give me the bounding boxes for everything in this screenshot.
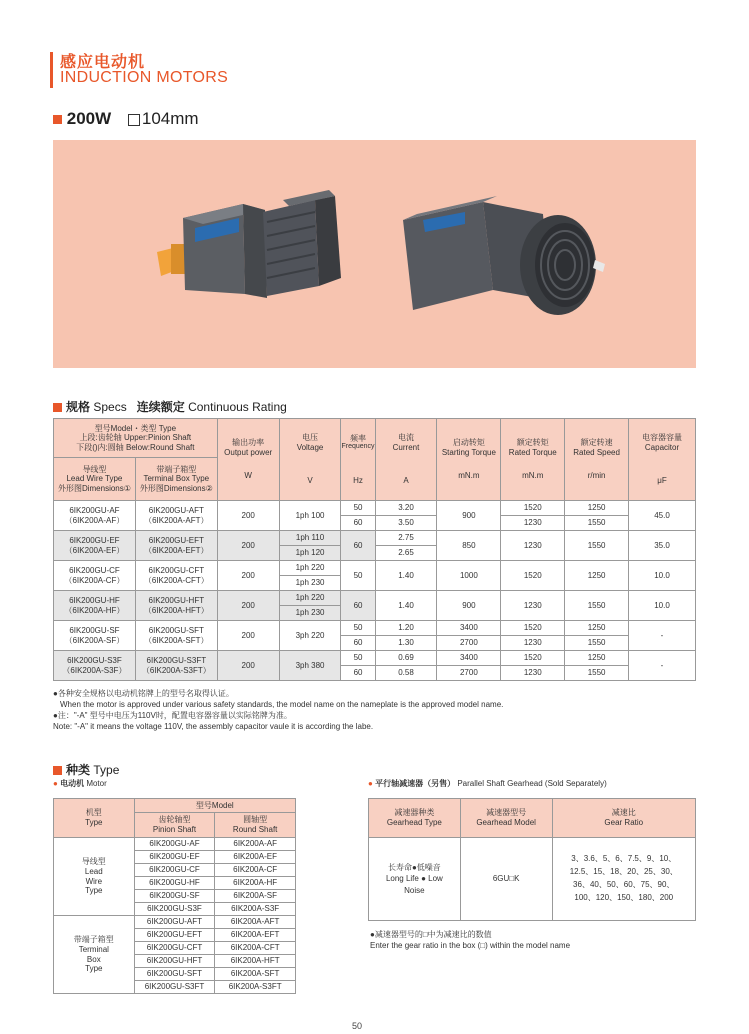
starting-torque-cell: 3400 (437, 651, 501, 666)
pinion-shaft-model: 6IK200GU-HF (134, 877, 215, 890)
note-1-cn: ●各种安全规格以电动机铭牌上的型号名取得认证。 (53, 689, 234, 698)
round-shaft-model: 6IK200A-SFT (215, 968, 296, 981)
rated-speed-cell: 1550 (565, 591, 629, 621)
capacitor-cell: - (629, 651, 696, 681)
model-col-header: 型号Model (134, 799, 295, 813)
specs-title-cn: 规格 (66, 400, 91, 414)
output-cell: 200 (217, 621, 279, 651)
page-number: 50 (352, 1021, 363, 1031)
rated-torque-cell: 1520 (501, 501, 565, 516)
gearhead-type-header: 减速器种类 Gearhead Type (369, 799, 461, 838)
motor-illustration (53, 140, 696, 368)
motor-subheading: ● 电动机 Motor (53, 779, 107, 788)
col-starting-torque-header: 启动转矩 Starting Torque mN.m (437, 419, 501, 501)
pinion-shaft-model: 6IK200GU-AFT (134, 916, 215, 929)
round-shaft-model: 6IK200A-SF (215, 890, 296, 903)
page-title-cn: 感应电动机 (60, 54, 146, 71)
terminal-box-header: 带端子箱型 Terminal Box Type 外形图Dimensions② (135, 458, 217, 501)
round-shaft-model: 6IK200A-S3FT (215, 981, 296, 994)
pinion-shaft-model: 6IK200GU-EF (134, 851, 215, 864)
col-voltage-header: 电压 Voltage V (279, 419, 341, 501)
current-cell: 0.58 (375, 666, 437, 681)
model-header-cell: 型号Model・类型 Type 上段:齿轮轴 Upper:Pinion Shaft 下段()内:圆轴 Below:Round Shaft (54, 419, 218, 458)
gearhead-subheading: ● 平行轴减速器（另售） Parallel Shaft Gearhead (Sold Separately) (368, 779, 607, 788)
lead-wire-type-label: 导线型 Lead Wire Type (54, 838, 135, 916)
starting-torque-cell: 850 (437, 531, 501, 561)
output-cell: 200 (217, 561, 279, 591)
pinion-shaft-model: 6IK200GU-S3FT (134, 981, 215, 994)
pinion-shaft-model: 6IK200GU-SF (134, 890, 215, 903)
starting-torque-cell: 900 (437, 501, 501, 531)
current-cell: 1.40 (375, 591, 437, 621)
lead-model-cell: 6IK200GU-EF （6IK200A-EF） (54, 531, 136, 561)
pinion-shaft-model: 6IK200GU-AF (134, 838, 215, 851)
spec-row (54, 501, 696, 516)
rated-speed-cell: 1550 (565, 516, 629, 531)
gear-ratio-cell: 3、3.6、5、6、7.5、9、10、 12.5、15、18、20、25、30、 36、40、50、60、75、90、 100、120、150、180、200 (552, 838, 696, 921)
frequency-cell: 50 (341, 621, 375, 636)
frequency-cell: 60 (341, 666, 375, 681)
gearhead-model-cell: 6GU□K (460, 838, 552, 921)
voltage-cell: 3ph 380 (279, 651, 341, 681)
right-motor-image (403, 196, 605, 315)
round-shaft-model: 6IK200A-HF (215, 877, 296, 890)
terminal-box-type-label: 带端子箱型 Terminal Box Type (54, 916, 135, 994)
frequency-cell: 60 (341, 636, 375, 651)
spec-row (54, 591, 696, 606)
specs-heading (53, 398, 287, 415)
rated-torque-cell: 1230 (501, 591, 565, 621)
round-shaft-model: 6IK200A-S3F (215, 903, 296, 916)
col-output-header: 输出功率 Output power W (217, 419, 279, 501)
terminal-model-cell: 6IK200GU-HFT （6IK200A-HFT） (135, 591, 217, 621)
specs-title-en: Specs (93, 400, 127, 414)
gear-note-en: Enter the gear ratio in the box (□) within the model name (370, 941, 571, 950)
gear-note-cn: ●减速器型号的□中为减速比的数值 (370, 930, 492, 939)
current-cell: 1.20 (375, 621, 437, 636)
frequency-cell: 60 (341, 591, 375, 621)
voltage-cell: 3ph 220 (279, 621, 341, 651)
output-cell: 200 (217, 591, 279, 621)
current-cell: 3.20 (375, 501, 437, 516)
starting-torque-cell: 3400 (437, 621, 501, 636)
capacitor-cell: 35.0 (629, 531, 696, 561)
voltage-cell: 1ph 220 (279, 591, 341, 606)
terminal-model-cell: 6IK200GU-AFT （6IK200A-AFT） (135, 501, 217, 531)
bullet-icon: ● (53, 779, 58, 788)
rated-torque-cell: 1230 (501, 636, 565, 651)
frequency-cell: 50 (341, 561, 375, 591)
capacitor-cell: 10.0 (629, 591, 696, 621)
voltage-cell: 1ph 220 (279, 561, 341, 576)
rated-torque-cell: 1230 (501, 531, 565, 561)
frame-square-icon (128, 114, 140, 126)
round-shaft-model: 6IK200A-CF (215, 864, 296, 877)
col-current-header: 电流 Current A (375, 419, 437, 501)
bullet-icon: ● (368, 779, 373, 788)
capacitor-cell: - (629, 621, 696, 651)
pinion-shaft-model: 6IK200GU-S3F (134, 903, 215, 916)
spec-row (54, 651, 696, 666)
rated-torque-cell: 1230 (501, 666, 565, 681)
left-motor-image (157, 190, 341, 298)
terminal-model-cell: 6IK200GU-EFT （6IK200A-EFT） (135, 531, 217, 561)
spec-row (54, 621, 696, 636)
output-cell: 200 (217, 651, 279, 681)
frequency-cell: 50 (341, 651, 375, 666)
terminal-model-cell: 6IK200GU-CFT （6IK200A-CFT） (135, 561, 217, 591)
round-shaft-model: 6IK200A-AFT (215, 916, 296, 929)
rated-torque-cell: 1520 (501, 621, 565, 636)
round-shaft-model: 6IK200A-CFT (215, 942, 296, 955)
frequency-cell: 60 (341, 516, 375, 531)
rated-speed-cell: 1550 (565, 666, 629, 681)
current-cell: 2.65 (375, 546, 437, 561)
gear-notes (370, 929, 570, 951)
type-heading (53, 761, 119, 778)
gearhead-type-cell: 长寿命●低噪音 Long Life ● Low Noise (369, 838, 461, 921)
rated-speed-cell: 1550 (565, 636, 629, 651)
starting-torque-cell: 2700 (437, 666, 501, 681)
lead-wire-header: 导线型 Lead Wire Type 外形图Dimensions① (54, 458, 136, 501)
starting-torque-cell: 2700 (437, 636, 501, 651)
rated-torque-cell: 1230 (501, 516, 565, 531)
voltage-cell: 1ph 100 (279, 501, 341, 531)
starting-torque-cell: 1000 (437, 561, 501, 591)
lead-model-cell: 6IK200GU-AF （6IK200A-AF） (54, 501, 136, 531)
square-bullet-icon (53, 115, 62, 124)
note-1-en: When the motor is approved under various safety standards, the model name on the nameplate is the approved model name. (60, 700, 504, 709)
rating-title-cn: 连续额定 (136, 400, 185, 414)
lead-model-cell: 6IK200GU-S3F （6IK200A-S3F） (54, 651, 136, 681)
type-col-header: 机型 Type (54, 799, 135, 838)
lead-model-cell: 6IK200GU-SF （6IK200A-SF） (54, 621, 136, 651)
gear-ratio-header: 减速比 Gear Ratio (552, 799, 696, 838)
output-cell: 200 (217, 531, 279, 561)
voltage-cell: 1ph 110 (279, 531, 341, 546)
power-rating: 200W (66, 109, 112, 128)
col-rated-torque-header: 额定转矩 Rated Torque mN.m (501, 419, 565, 501)
current-cell: 1.30 (375, 636, 437, 651)
rated-speed-cell: 1550 (565, 531, 629, 561)
rated-speed-cell: 1250 (565, 651, 629, 666)
rating-title-en: Continuous Rating (188, 400, 287, 414)
square-bullet-icon (53, 766, 62, 775)
motor-type-table (53, 798, 296, 994)
frame-size: 104mm (141, 109, 199, 128)
output-cell: 200 (217, 501, 279, 531)
motor-type-row (54, 916, 296, 929)
pinion-col-header: 齿轮轴型 Pinion Shaft (134, 813, 215, 838)
col-capacitor-header: 电容器容量 Capacitor μF (629, 419, 696, 501)
rated-torque-cell: 1520 (501, 651, 565, 666)
terminal-model-cell: 6IK200GU-S3FT （6IK200A-S3FT） (135, 651, 217, 681)
col-rated-speed-header: 额定转速 Rated Speed r/min (565, 419, 629, 501)
note-2-en: Note: "-A" it means the voltage 110V, the assembly capacitor vaule it is according the labe. (53, 722, 374, 731)
motor-type-row (54, 838, 296, 851)
rated-speed-cell: 1250 (565, 561, 629, 591)
current-cell: 2.75 (375, 531, 437, 546)
gearhead-table (368, 798, 696, 921)
current-cell: 3.50 (375, 516, 437, 531)
square-bullet-icon (53, 403, 62, 412)
notes-block (53, 688, 503, 732)
note-2-cn: ●注："-A" 型号中电压为110V时，配置电容器容量以实际铭牌为准。 (53, 711, 292, 720)
round-shaft-model: 6IK200A-HFT (215, 955, 296, 968)
specs-table (53, 418, 696, 681)
round-shaft-model: 6IK200A-AF (215, 838, 296, 851)
starting-torque-cell: 900 (437, 591, 501, 621)
round-shaft-model: 6IK200A-EF (215, 851, 296, 864)
terminal-model-cell: 6IK200GU-SFT （6IK200A-SFT） (135, 621, 217, 651)
pinion-shaft-model: 6IK200GU-HFT (134, 955, 215, 968)
rated-speed-cell: 1250 (565, 501, 629, 516)
pinion-shaft-model: 6IK200GU-SFT (134, 968, 215, 981)
voltage-cell: 1ph 120 (279, 546, 341, 561)
capacitor-cell: 10.0 (629, 561, 696, 591)
spec-row (54, 561, 696, 576)
pinion-shaft-model: 6IK200GU-EFT (134, 929, 215, 942)
current-cell: 0.69 (375, 651, 437, 666)
spec-row (54, 531, 696, 546)
title-accent-bar (50, 52, 53, 88)
voltage-cell: 1ph 230 (279, 606, 341, 621)
capacitor-cell: 45.0 (629, 501, 696, 531)
round-shaft-model: 6IK200A-EFT (215, 929, 296, 942)
model-line (53, 109, 199, 129)
product-photo (53, 140, 696, 368)
rated-torque-cell: 1520 (501, 561, 565, 591)
type-title-cn: 种类 (66, 763, 91, 777)
voltage-cell: 1ph 230 (279, 576, 341, 591)
pinion-shaft-model: 6IK200GU-CF (134, 864, 215, 877)
round-col-header: 圆轴型 Round Shaft (215, 813, 296, 838)
pinion-shaft-model: 6IK200GU-CFT (134, 942, 215, 955)
type-title-en: Type (93, 763, 120, 777)
current-cell: 1.40 (375, 561, 437, 591)
col-frequency-header: 频率 Frequency Hz (341, 419, 375, 501)
rated-speed-cell: 1250 (565, 621, 629, 636)
gearhead-model-header: 减速器型号 Gearhead Model (460, 799, 552, 838)
frequency-cell: 50 (341, 501, 375, 516)
lead-model-cell: 6IK200GU-CF （6IK200A-CF） (54, 561, 136, 591)
frequency-cell: 60 (341, 531, 375, 561)
lead-model-cell: 6IK200GU-HF （6IK200A-HF） (54, 591, 136, 621)
page-title-en: INDUCTION MOTORS (60, 69, 229, 86)
